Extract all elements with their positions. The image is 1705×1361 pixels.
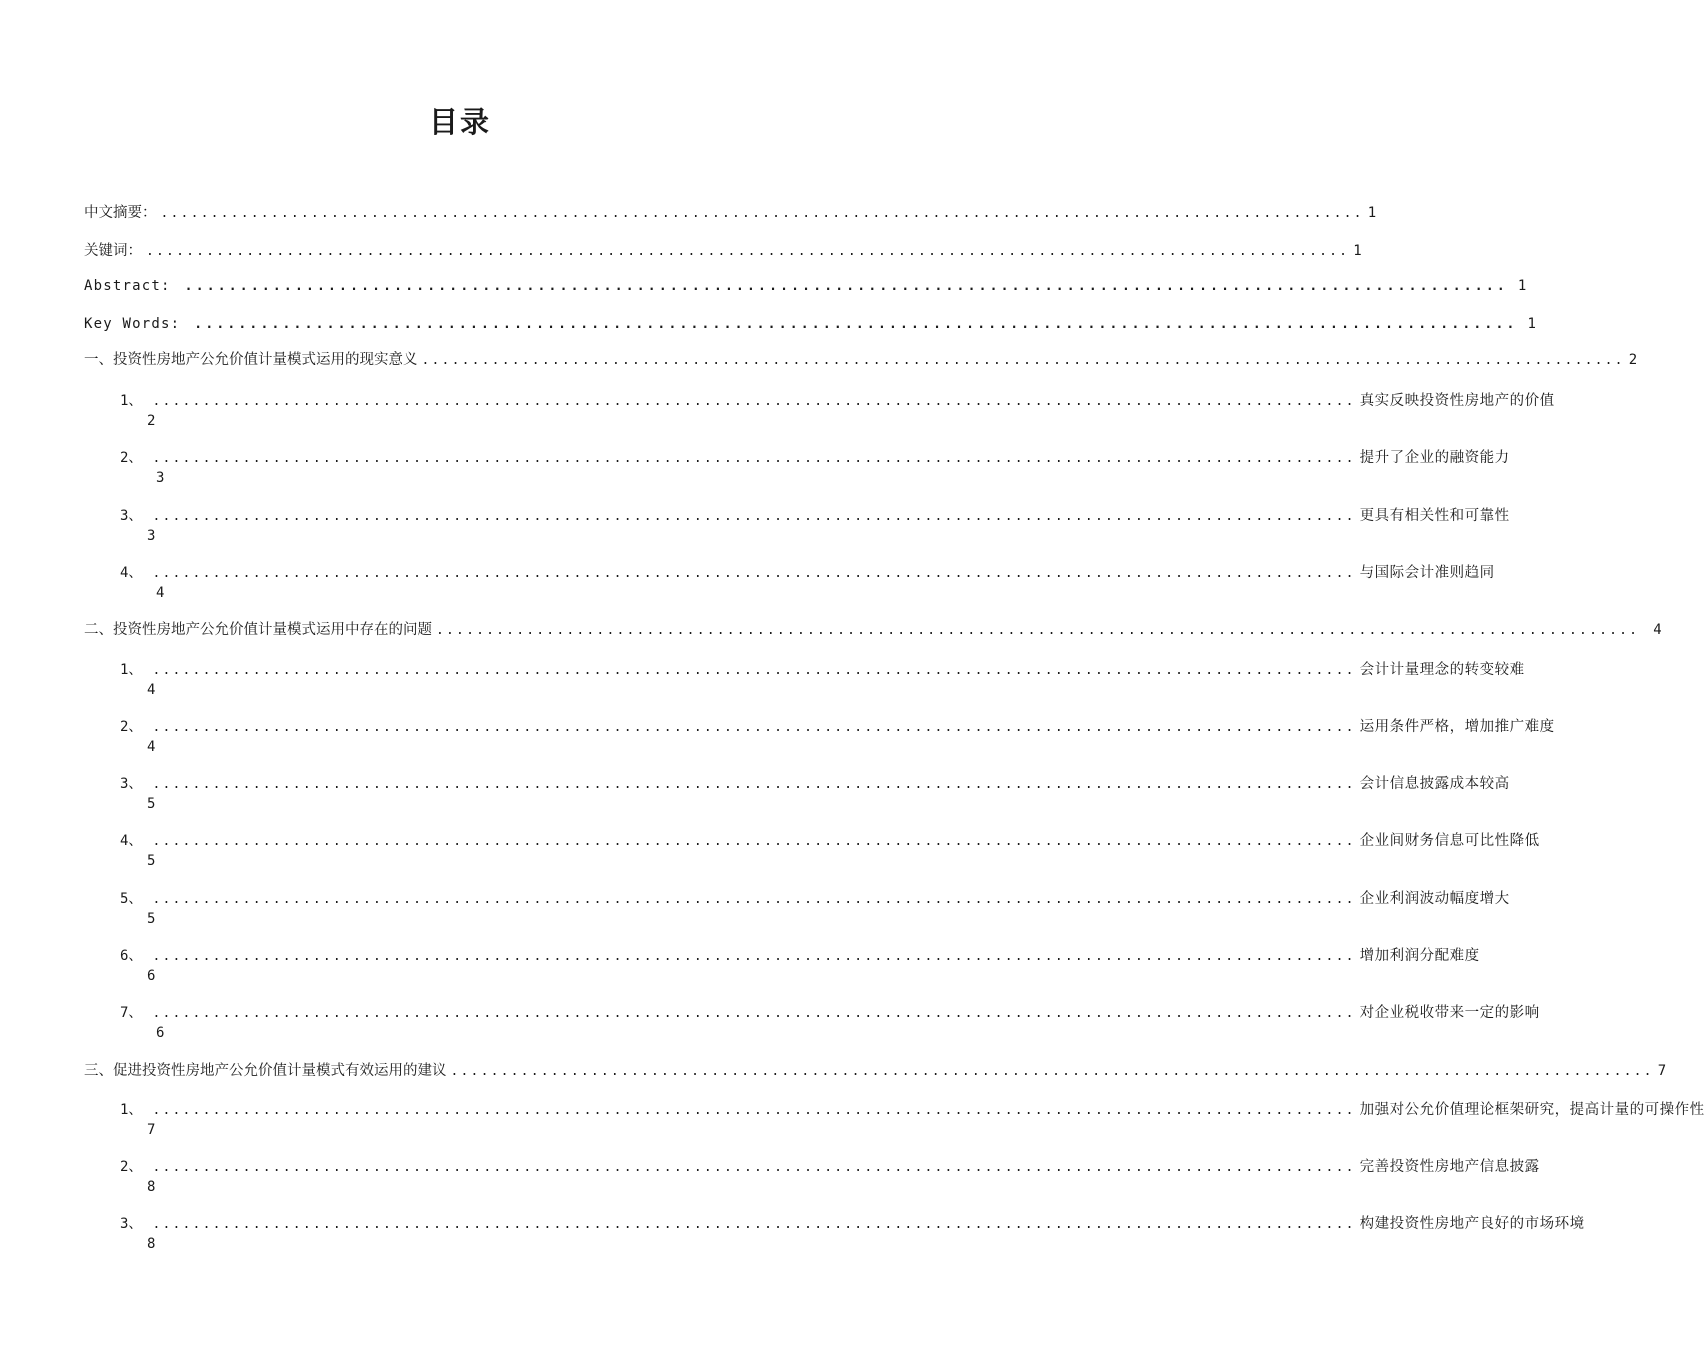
leader-dots: ........................................................................................................................ [146,244,1350,259]
toc-page-number: 1 [1367,205,1377,221]
toc-section-1[interactable] [84,351,1638,371]
leader-dots: ........................................................................................................................ [152,394,1356,409]
toc-page-number: 5 [147,853,156,869]
toc-page-number: 4 [1653,622,1662,638]
toc-entry-label: 关键词： [84,243,142,259]
toc-item-title: 提升了企业的融资能力 [1359,450,1510,466]
toc-item[interactable] [120,1101,1705,1141]
leader-dots: ........................................................................................................................ [152,1103,1356,1118]
toc-page-number: 7 [147,1122,156,1138]
toc-item[interactable] [120,449,1510,489]
toc-section-2[interactable] [84,621,1662,641]
toc-item-title: 对企业税收带来一定的影响 [1359,1005,1540,1021]
toc-item[interactable] [120,947,1480,987]
toc-page-number: 8 [147,1236,156,1252]
toc-item-number: 4、 [120,833,143,849]
toc-item[interactable] [120,832,1540,872]
toc-section-3[interactable] [84,1062,1667,1082]
toc-item-number: 3、 [120,776,143,792]
toc-item-title: 真实反映投资性房地产的价值 [1359,393,1555,409]
toc-item[interactable] [120,507,1510,547]
toc-item-number: 5、 [120,891,143,907]
toc-item-number: 2、 [120,719,143,735]
leader-dots: ........................................................................................................................ [421,353,1625,368]
toc-page-number: 5 [147,796,156,812]
toc-entry-label: 中文摘要： [84,205,157,221]
leader-dots: ........................................................................................................................ [450,1064,1654,1079]
toc-item[interactable] [120,1004,1540,1044]
toc-item-title: 企业利润波动幅度增大 [1359,891,1510,907]
toc-item-number: 1、 [120,1102,143,1118]
toc-item-title: 加强对公允价值理论框架研究，提高计量的可操作性 [1359,1102,1705,1118]
toc-item-number: 6、 [120,948,143,964]
toc-page-number: 4 [147,682,156,698]
toc-item-title: 增加利润分配难度 [1359,948,1480,964]
page-title: 目录 [428,105,491,139]
toc-entry-label: Key Words: [84,316,181,332]
toc-item-number: 4、 [120,565,143,581]
toc-page-number: 5 [147,911,156,927]
toc-item-title: 更具有相关性和可靠性 [1359,508,1510,524]
toc-item-number: 1、 [120,662,143,678]
leader-dots: ........................................................................................................................ [152,566,1356,581]
toc-item-number: 1、 [120,393,143,409]
toc-page-number: 4 [156,585,165,601]
toc-page-number: 1 [1353,243,1362,259]
leader-dots: ........................................................................................................................ [152,451,1356,466]
toc-item-title: 完善投资性房地产信息披露 [1359,1159,1540,1175]
leader-dots: ........................................................................................................................ [152,663,1356,678]
toc-item-title: 运用条件严格，增加推广难度 [1359,719,1555,735]
toc-item[interactable] [120,718,1555,758]
toc-entry-chinese-abstract[interactable] [84,204,1377,224]
leader-dots: ........................................................................................................................ [152,1160,1356,1175]
toc-item[interactable] [120,661,1525,701]
toc-item[interactable] [120,564,1495,604]
leader-dots: ........................................................................................................................ [152,834,1356,849]
toc-item[interactable] [120,1158,1540,1198]
toc-page-number: 7 [1657,1063,1667,1079]
toc-item-title: 会计信息披露成本较高 [1359,776,1510,792]
toc-entry-key-words[interactable] [84,315,1536,335]
toc-item-title: 企业间财务信息可比性降低 [1359,833,1540,849]
toc-page-number: 6 [156,1025,165,1041]
leader-dots: ........................................................................................................................ [152,1006,1356,1021]
toc-page-number: 8 [147,1179,156,1195]
toc-entry-label: Abstract: [84,278,171,294]
toc-item-title: 与国际会计准则趋同 [1359,565,1495,581]
toc-section-label: 二、投资性房地产公允价值计量模式运用中存在的问题 [84,622,432,638]
leader-dots: ........................................................................................................................ [436,623,1640,638]
toc-item-number: 2、 [120,450,143,466]
leader-dots: ........................................................................................................................ [152,1217,1356,1232]
toc-item-title: 会计计量理念的转变较难 [1359,662,1525,678]
toc-page-number: 3 [147,528,156,544]
leader-dots: ........................................................................................................................ [160,206,1364,221]
toc-page-number: 4 [147,739,156,755]
leader-dots: ........................................................................................................................ [194,317,1518,332]
toc-item[interactable] [120,890,1510,930]
toc-item-number: 7、 [120,1005,143,1021]
toc-section-label: 一、投资性房地产公允价值计量模式运用的现实意义 [84,352,418,368]
toc-entry-keywords[interactable] [84,242,1362,262]
toc-item-number: 3、 [120,1216,143,1232]
toc-page-number: 3 [156,470,165,486]
toc-item-number: 3、 [120,508,143,524]
toc-item[interactable] [120,1215,1585,1255]
toc-item[interactable] [120,775,1510,815]
toc-item-number: 2、 [120,1159,143,1175]
toc-page-number: 6 [147,968,156,984]
toc-entry-abstract[interactable] [84,277,1527,297]
toc-page-number: 2 [147,413,156,429]
leader-dots: ........................................................................................................................ [184,279,1508,294]
toc-item[interactable] [120,392,1555,432]
toc-item-title: 构建投资性房地产良好的市场环境 [1359,1216,1585,1232]
leader-dots: ........................................................................................................................ [152,777,1356,792]
toc-page-number: 1 [1517,278,1527,294]
leader-dots: ........................................................................................................................ [152,720,1356,735]
toc-page-number: 1 [1527,316,1536,332]
leader-dots: ........................................................................................................................ [152,892,1356,907]
toc-section-label: 三、促进投资性房地产公允价值计量模式有效运用的建议 [84,1063,447,1079]
leader-dots: ........................................................................................................................ [152,509,1356,524]
toc-page-number: 2 [1628,352,1638,368]
leader-dots: ........................................................................................................................ [152,949,1356,964]
